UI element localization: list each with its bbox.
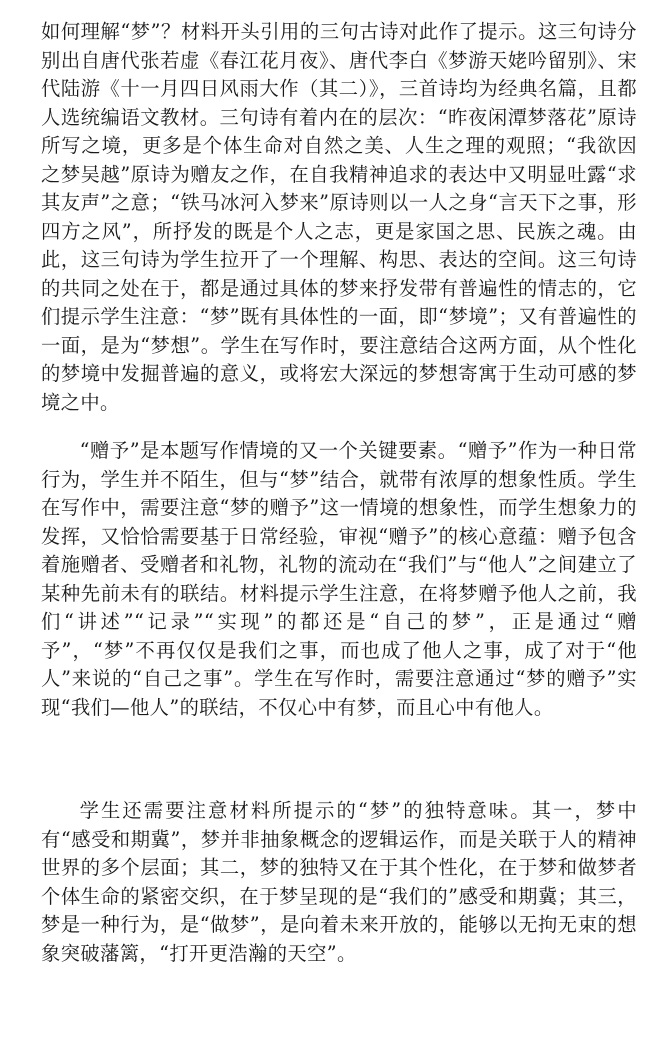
paragraph-2: “赠予”是本题写作情境的又一个关键要素。“赠予”作为一种日常行为，学生并不陌生，但与“梦”结合，就带有浓厚的想象性质。学生在写作中，需要注意“梦的赠予”这一情境的想象性，而学生想象力的发挥，又恰恰需要基于日常经验，审视“赠予”的核心意蕴：赠予包含着施赠者、受赠者和礼物，礼物的流动在“我们”与“他人”之间建立了某种先前未有的联结。材料提示学生注意，在将梦赠予他人之前，我们“讲述”“记录”“实现”的都还是“自己的梦”，正是通过“赠予”，“梦”不再仅仅是我们之事，而也成了他人之事，成了对于“他人”来说的“自己之事”。学生在写作时，需要注意通过“梦的赠予”实现“我们—他人”的联结，不仅心中有梦，而且心中有他人。 [41, 439, 637, 719]
paragraph-1: 如何理解“梦”？材料开头引用的三句古诗对此作了提示。这三句诗分别出自唐代张若虚《春江花月夜》、唐代李白《梦游天姥吟留别》、宋代陆游《十一月四日风雨大作（其二）》，三首诗均为经典名篇，且都人选统编语文教材。三句诗有着内在的层次：“昨夜闲潭梦落花”原诗所写之境，更多是个体生命对自然之美、人生之理的观照；“我欲因之梦吴越”原诗为赠友之作，在自我精神追求的表达中又明显吐露“求其友声”之意；“铁马冰河入梦来”原诗则以一人之身“言天下之事，形四方之风”，所抒发的既是个人之志，更是家国之思、民族之魂。由此，这三句诗为学生拉开了一个理解、构思、表达的空间。这三句诗的共同之处在于，都是通过具体的梦来抒发带有普遍性的情志的，它们提示学生注意：“梦”既有具体性的一面，即“梦境”；又有普遍性的一面，是为“梦想”。学生在写作时，要注意结合这两方面，从个性化的梦境中发掘普遍的意义，或将宏大深远的梦想寄寓于生动可感的梦境之中。 [41, 20, 637, 414]
paragraph-3: 学生还需要注意材料所提示的“梦”的独特意味。其一，梦中有“感受和期冀”，梦并非抽象概念的逻辑运作，而是关联于人的精神世界的多个层面；其二，梦的独特又在于其个性化，在于梦和做梦者个体生命的紧密交织，在于梦呈现的是“我们的”感受和期冀；其三，梦是一种行为，是“做梦”，是向着未来开放的，能够以无拘无束的想象突破藩篱，“打开更浩瀚的天空”。 [41, 799, 637, 965]
